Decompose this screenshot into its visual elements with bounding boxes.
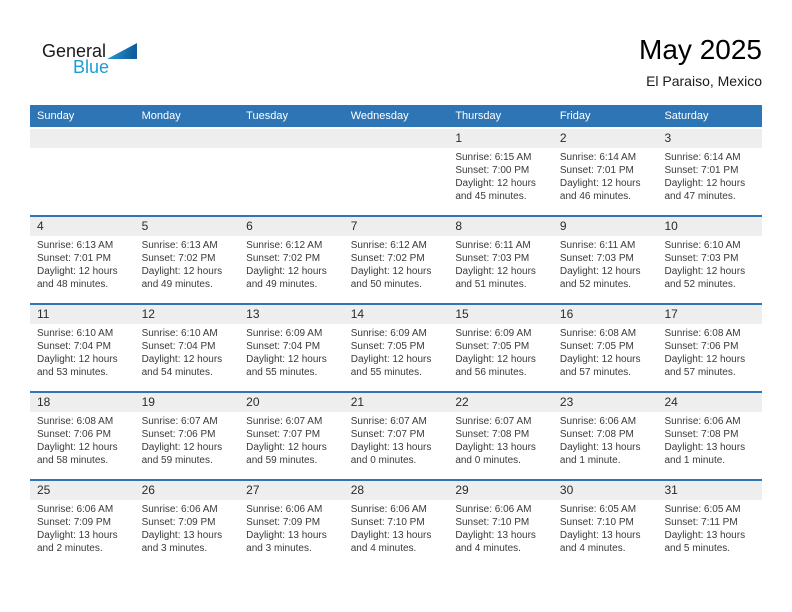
sun-info-line: and 57 minutes. bbox=[559, 367, 632, 378]
sun-info-line: Daylight: 12 hours bbox=[246, 442, 327, 453]
sun-info-line: and 1 minute. bbox=[664, 455, 726, 466]
sun-info-line: and 3 minutes. bbox=[141, 543, 208, 554]
sun-info-line: Sunset: 7:07 PM bbox=[246, 429, 321, 440]
month-calendar bbox=[30, 105, 762, 567]
day-cell-20 bbox=[239, 393, 344, 479]
sun-info-line: Sunrise: 6:09 AM bbox=[246, 328, 323, 339]
sun-info-line: and 0 minutes. bbox=[350, 455, 417, 466]
day-sun-info bbox=[657, 151, 762, 203]
sun-info-line: Sunset: 7:03 PM bbox=[455, 253, 530, 264]
logo-text-blue: Blue bbox=[73, 57, 110, 77]
sun-info-line: Daylight: 12 hours bbox=[141, 442, 223, 453]
day-sun-info bbox=[344, 415, 449, 467]
sun-info-line: Sunset: 7:01 PM bbox=[559, 165, 634, 176]
sun-info-line: and 52 minutes. bbox=[664, 279, 736, 290]
sun-info-line: Sunrise: 6:10 AM bbox=[37, 328, 114, 339]
day-cell-24 bbox=[657, 393, 762, 479]
sun-info-line: and 59 minutes. bbox=[141, 455, 213, 466]
day-sun-info bbox=[448, 151, 553, 203]
sun-info-line: Sunset: 7:04 PM bbox=[37, 341, 111, 352]
sun-info-line: Daylight: 13 hours bbox=[664, 530, 746, 541]
sun-info-line: Daylight: 12 hours bbox=[246, 354, 327, 365]
day-number: 16 bbox=[553, 305, 658, 324]
sun-info-line: Sunset: 7:03 PM bbox=[664, 253, 739, 264]
day-number: 23 bbox=[553, 393, 658, 412]
day-sun-info bbox=[553, 327, 658, 379]
sun-info-line: and 49 minutes. bbox=[141, 279, 213, 290]
sun-info-line: and 5 minutes. bbox=[664, 543, 731, 554]
day-number: 25 bbox=[30, 481, 135, 500]
empty-day-cell bbox=[135, 129, 240, 215]
day-sun-info bbox=[135, 327, 240, 379]
sun-info-line: Daylight: 13 hours bbox=[246, 530, 327, 541]
sun-info-line: Daylight: 13 hours bbox=[664, 442, 746, 453]
sun-info-line: and 58 minutes. bbox=[37, 455, 109, 466]
day-cell-25 bbox=[30, 481, 135, 567]
sun-info-line: and 2 minutes. bbox=[37, 543, 103, 554]
sun-info-line: Sunset: 7:08 PM bbox=[664, 429, 739, 440]
sun-info-line: Sunset: 7:09 PM bbox=[141, 517, 216, 528]
day-sun-info bbox=[30, 415, 135, 467]
sun-info-line: Sunset: 7:10 PM bbox=[455, 517, 530, 528]
sun-info-line: Sunset: 7:11 PM bbox=[664, 517, 738, 528]
sun-info-line: Daylight: 12 hours bbox=[141, 354, 223, 365]
sun-info-line: Sunrise: 6:06 AM bbox=[664, 416, 741, 427]
day-cell-4 bbox=[30, 217, 135, 303]
sun-info-line: Sunset: 7:05 PM bbox=[350, 341, 425, 352]
sun-info-line: and 3 minutes. bbox=[246, 543, 312, 554]
sun-info-line: Daylight: 12 hours bbox=[37, 354, 118, 365]
day-number: 20 bbox=[239, 393, 344, 412]
day-number: 18 bbox=[30, 393, 135, 412]
day-number bbox=[135, 129, 240, 148]
sun-info-line: Daylight: 13 hours bbox=[141, 530, 223, 541]
day-sun-info bbox=[239, 415, 344, 467]
weekday-header-row bbox=[30, 105, 762, 127]
sun-info-line: Daylight: 12 hours bbox=[455, 178, 536, 189]
day-number: 4 bbox=[30, 217, 135, 236]
day-number bbox=[239, 129, 344, 148]
sun-info-line: Sunrise: 6:05 AM bbox=[559, 504, 637, 515]
sun-info-line: Sunrise: 6:10 AM bbox=[664, 240, 741, 251]
day-number: 28 bbox=[344, 481, 449, 500]
sun-info-line: Sunrise: 6:12 AM bbox=[246, 240, 323, 251]
sun-info-line: Sunrise: 6:07 AM bbox=[455, 416, 532, 427]
day-sun-info bbox=[344, 503, 449, 555]
day-number: 21 bbox=[344, 393, 449, 412]
sun-info-line: Sunrise: 6:13 AM bbox=[141, 240, 218, 251]
empty-day-cell bbox=[344, 129, 449, 215]
sun-info-line: Sunrise: 6:09 AM bbox=[350, 328, 427, 339]
sun-info-line: Daylight: 13 hours bbox=[455, 530, 536, 541]
day-cell-3 bbox=[657, 129, 762, 215]
blue-triangle-icon bbox=[107, 43, 137, 59]
sun-info-line: Daylight: 13 hours bbox=[559, 442, 641, 453]
day-number: 8 bbox=[448, 217, 553, 236]
sun-info-line: Sunrise: 6:12 AM bbox=[350, 240, 427, 251]
sun-info-line: Sunset: 7:09 PM bbox=[37, 517, 111, 528]
day-sun-info bbox=[239, 239, 344, 291]
sun-info-line: Sunrise: 6:15 AM bbox=[455, 152, 532, 163]
day-cell-18 bbox=[30, 393, 135, 479]
sun-info-line: Sunset: 7:04 PM bbox=[246, 341, 321, 352]
sun-info-line: Daylight: 12 hours bbox=[664, 266, 746, 277]
sun-info-line: Sunrise: 6:06 AM bbox=[350, 504, 427, 515]
day-cell-11 bbox=[30, 305, 135, 391]
day-cell-31 bbox=[657, 481, 762, 567]
day-sun-info bbox=[553, 239, 658, 291]
day-cell-9 bbox=[553, 217, 658, 303]
title-block bbox=[639, 34, 762, 89]
day-number: 31 bbox=[657, 481, 762, 500]
sun-info-line: Sunrise: 6:06 AM bbox=[559, 416, 637, 427]
day-number: 1 bbox=[448, 129, 553, 148]
sun-info-line: Sunset: 7:02 PM bbox=[246, 253, 321, 264]
sun-info-line: and 53 minutes. bbox=[37, 367, 109, 378]
week-row bbox=[30, 127, 762, 215]
weekday-header-tuesday: Tuesday bbox=[246, 110, 288, 122]
sun-info-line: and 4 minutes. bbox=[455, 543, 521, 554]
sun-info-line: Daylight: 12 hours bbox=[559, 266, 641, 277]
day-cell-23 bbox=[553, 393, 658, 479]
sun-info-line: Sunset: 7:09 PM bbox=[246, 517, 321, 528]
sun-info-line: and 59 minutes. bbox=[246, 455, 318, 466]
day-sun-info bbox=[657, 415, 762, 467]
month-title: May 2025 bbox=[639, 34, 762, 65]
day-sun-info bbox=[657, 327, 762, 379]
week-row bbox=[30, 479, 762, 567]
sun-info-line: and 55 minutes. bbox=[350, 367, 422, 378]
sun-info-line: and 57 minutes. bbox=[664, 367, 736, 378]
sun-info-line: Sunset: 7:00 PM bbox=[455, 165, 530, 176]
day-number: 10 bbox=[657, 217, 762, 236]
sun-info-line: and 56 minutes. bbox=[455, 367, 527, 378]
sun-info-line: Sunset: 7:07 PM bbox=[350, 429, 425, 440]
sun-info-line: Daylight: 12 hours bbox=[559, 178, 641, 189]
sun-info-line: Daylight: 12 hours bbox=[37, 266, 118, 277]
sun-info-line: Sunset: 7:01 PM bbox=[37, 253, 111, 264]
day-number: 11 bbox=[30, 305, 135, 324]
sun-info-line: Daylight: 13 hours bbox=[350, 442, 432, 453]
sun-info-line: Sunset: 7:05 PM bbox=[559, 341, 634, 352]
day-number: 26 bbox=[135, 481, 240, 500]
sun-info-line: Sunrise: 6:06 AM bbox=[455, 504, 532, 515]
general-blue-logo bbox=[42, 42, 172, 84]
day-number: 2 bbox=[553, 129, 658, 148]
day-sun-info bbox=[657, 503, 762, 555]
weekday-header-wednesday: Wednesday bbox=[350, 110, 409, 122]
sun-info-line: and 4 minutes. bbox=[559, 543, 626, 554]
day-sun-info bbox=[135, 239, 240, 291]
logo-text-general: General bbox=[42, 41, 107, 61]
day-number: 7 bbox=[344, 217, 449, 236]
day-sun-info bbox=[30, 239, 135, 291]
sun-info-line: Sunset: 7:06 PM bbox=[141, 429, 216, 440]
sun-info-line: and 47 minutes. bbox=[664, 191, 736, 202]
day-cell-5 bbox=[135, 217, 240, 303]
sun-info-line: Sunrise: 6:08 AM bbox=[664, 328, 741, 339]
day-sun-info bbox=[135, 415, 240, 467]
day-cell-13 bbox=[239, 305, 344, 391]
day-number: 24 bbox=[657, 393, 762, 412]
day-sun-info bbox=[344, 239, 449, 291]
sun-info-line: Sunset: 7:05 PM bbox=[455, 341, 530, 352]
day-sun-info bbox=[448, 327, 553, 379]
sun-info-line: Sunrise: 6:06 AM bbox=[246, 504, 323, 515]
sun-info-line: Sunrise: 6:11 AM bbox=[559, 240, 636, 251]
day-cell-28 bbox=[344, 481, 449, 567]
week-row bbox=[30, 303, 762, 391]
weekday-header-saturday: Saturday bbox=[664, 110, 709, 122]
sun-info-line: and 0 minutes. bbox=[455, 455, 521, 466]
sun-info-line: Sunrise: 6:09 AM bbox=[455, 328, 532, 339]
sun-info-line: Sunrise: 6:13 AM bbox=[37, 240, 114, 251]
sun-info-line: Sunset: 7:02 PM bbox=[350, 253, 425, 264]
sun-info-line: Sunset: 7:02 PM bbox=[141, 253, 216, 264]
sun-info-line: and 46 minutes. bbox=[559, 191, 632, 202]
sun-info-line: Sunset: 7:03 PM bbox=[559, 253, 634, 264]
day-cell-15 bbox=[448, 305, 553, 391]
day-number: 22 bbox=[448, 393, 553, 412]
day-cell-2 bbox=[553, 129, 658, 215]
sun-info-line: Sunrise: 6:08 AM bbox=[559, 328, 637, 339]
sun-info-line: Daylight: 13 hours bbox=[559, 530, 641, 541]
sun-info-line: Sunrise: 6:10 AM bbox=[141, 328, 218, 339]
day-sun-info bbox=[239, 327, 344, 379]
day-number: 15 bbox=[448, 305, 553, 324]
day-number: 30 bbox=[553, 481, 658, 500]
day-number: 14 bbox=[344, 305, 449, 324]
sun-info-line: and 52 minutes. bbox=[559, 279, 632, 290]
sun-info-line: and 45 minutes. bbox=[455, 191, 527, 202]
sun-info-line: Sunset: 7:08 PM bbox=[455, 429, 530, 440]
sun-info-line: and 1 minute. bbox=[559, 455, 621, 466]
day-cell-8 bbox=[448, 217, 553, 303]
sun-info-line: and 51 minutes. bbox=[455, 279, 527, 290]
sun-info-line: and 55 minutes. bbox=[246, 367, 318, 378]
sun-info-line: Sunrise: 6:14 AM bbox=[664, 152, 741, 163]
sun-info-line: Daylight: 13 hours bbox=[350, 530, 432, 541]
sun-info-line: Sunrise: 6:11 AM bbox=[455, 240, 531, 251]
day-number: 19 bbox=[135, 393, 240, 412]
sun-info-line: Daylight: 12 hours bbox=[350, 354, 432, 365]
week-row bbox=[30, 215, 762, 303]
sun-info-line: Daylight: 13 hours bbox=[37, 530, 118, 541]
day-number: 3 bbox=[657, 129, 762, 148]
sun-info-line: Daylight: 12 hours bbox=[37, 442, 118, 453]
day-cell-26 bbox=[135, 481, 240, 567]
day-sun-info bbox=[657, 239, 762, 291]
day-number: 6 bbox=[239, 217, 344, 236]
sun-info-line: Sunset: 7:06 PM bbox=[37, 429, 111, 440]
day-number: 5 bbox=[135, 217, 240, 236]
sun-info-line: Daylight: 13 hours bbox=[455, 442, 536, 453]
sun-info-line: Sunrise: 6:14 AM bbox=[559, 152, 637, 163]
day-cell-19 bbox=[135, 393, 240, 479]
sun-info-line: Daylight: 12 hours bbox=[141, 266, 223, 277]
day-number: 27 bbox=[239, 481, 344, 500]
day-cell-21 bbox=[344, 393, 449, 479]
sun-info-line: Sunset: 7:06 PM bbox=[664, 341, 739, 352]
day-cell-27 bbox=[239, 481, 344, 567]
day-sun-info bbox=[448, 415, 553, 467]
day-cell-6 bbox=[239, 217, 344, 303]
sun-info-line: and 4 minutes. bbox=[350, 543, 417, 554]
day-sun-info bbox=[553, 503, 658, 555]
day-cell-7 bbox=[344, 217, 449, 303]
sun-info-line: Daylight: 12 hours bbox=[664, 178, 746, 189]
day-sun-info bbox=[553, 415, 658, 467]
sun-info-line: Sunrise: 6:05 AM bbox=[664, 504, 741, 515]
day-cell-1 bbox=[448, 129, 553, 215]
sun-info-line: Sunset: 7:10 PM bbox=[559, 517, 634, 528]
day-number bbox=[344, 129, 449, 148]
day-sun-info bbox=[30, 327, 135, 379]
sun-info-line: Sunrise: 6:06 AM bbox=[141, 504, 218, 515]
weekday-header-sunday: Sunday bbox=[37, 110, 75, 122]
day-sun-info bbox=[448, 503, 553, 555]
day-number: 12 bbox=[135, 305, 240, 324]
sun-info-line: and 49 minutes. bbox=[246, 279, 318, 290]
sun-info-line: and 50 minutes. bbox=[350, 279, 422, 290]
day-sun-info bbox=[344, 327, 449, 379]
day-number: 29 bbox=[448, 481, 553, 500]
day-sun-info bbox=[448, 239, 553, 291]
sun-info-line: Daylight: 12 hours bbox=[664, 354, 746, 365]
day-number: 9 bbox=[553, 217, 658, 236]
sun-info-line: Daylight: 12 hours bbox=[559, 354, 641, 365]
day-number: 17 bbox=[657, 305, 762, 324]
day-cell-10 bbox=[657, 217, 762, 303]
sun-info-line: Sunrise: 6:07 AM bbox=[246, 416, 323, 427]
sun-info-line: Sunrise: 6:06 AM bbox=[37, 504, 114, 515]
sun-info-line: Daylight: 12 hours bbox=[350, 266, 432, 277]
empty-day-cell bbox=[30, 129, 135, 215]
day-cell-16 bbox=[553, 305, 658, 391]
location-subtitle: El Paraiso, Mexico bbox=[646, 73, 762, 89]
sun-info-line: Sunrise: 6:07 AM bbox=[141, 416, 218, 427]
day-cell-17 bbox=[657, 305, 762, 391]
sun-info-line: Sunrise: 6:07 AM bbox=[350, 416, 427, 427]
day-cell-14 bbox=[344, 305, 449, 391]
sun-info-line: and 48 minutes. bbox=[37, 279, 109, 290]
day-cell-12 bbox=[135, 305, 240, 391]
day-sun-info bbox=[30, 503, 135, 555]
sun-info-line: Daylight: 12 hours bbox=[455, 354, 536, 365]
sun-info-line: Sunset: 7:04 PM bbox=[141, 341, 216, 352]
day-sun-info bbox=[553, 151, 658, 203]
day-number bbox=[30, 129, 135, 148]
day-sun-info bbox=[135, 503, 240, 555]
sun-info-line: Daylight: 12 hours bbox=[455, 266, 536, 277]
week-row bbox=[30, 391, 762, 479]
day-sun-info bbox=[239, 503, 344, 555]
sun-info-line: and 54 minutes. bbox=[141, 367, 213, 378]
day-cell-29 bbox=[448, 481, 553, 567]
day-cell-22 bbox=[448, 393, 553, 479]
sun-info-line: Sunset: 7:08 PM bbox=[559, 429, 634, 440]
day-cell-30 bbox=[553, 481, 658, 567]
sun-info-line: Sunset: 7:01 PM bbox=[664, 165, 739, 176]
weekday-header-thursday: Thursday bbox=[455, 110, 502, 122]
calendar-grid bbox=[30, 127, 762, 567]
sun-info-line: Sunrise: 6:08 AM bbox=[37, 416, 114, 427]
weekday-header-friday: Friday bbox=[559, 110, 591, 122]
day-number: 13 bbox=[239, 305, 344, 324]
sun-info-line: Sunset: 7:10 PM bbox=[350, 517, 425, 528]
weekday-header-monday: Monday bbox=[141, 110, 181, 122]
empty-day-cell bbox=[239, 129, 344, 215]
sun-info-line: Daylight: 12 hours bbox=[246, 266, 327, 277]
